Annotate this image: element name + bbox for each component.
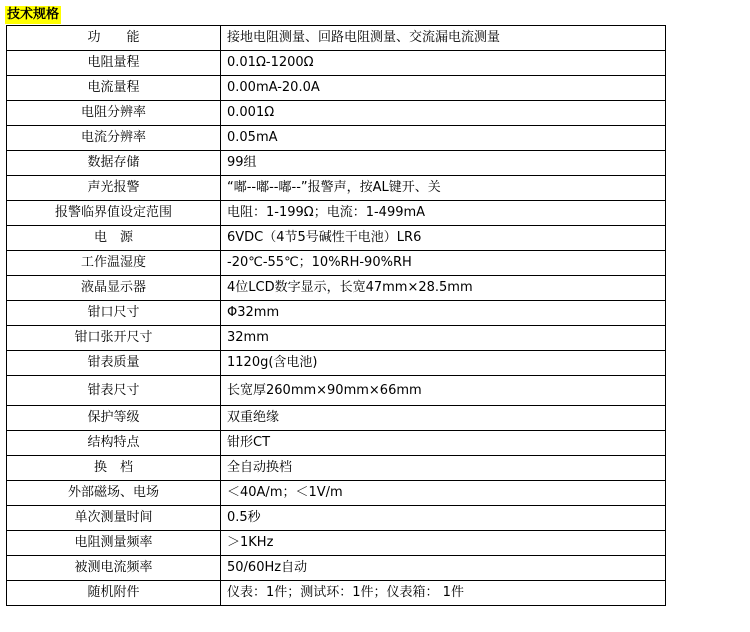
spec-label: 电流分辨率 xyxy=(7,126,221,151)
table-row xyxy=(7,51,666,76)
table-row xyxy=(7,76,666,101)
table-row xyxy=(7,506,666,531)
table-row xyxy=(7,126,666,151)
spec-label: 电阻量程 xyxy=(7,51,221,76)
spec-label: 液晶显示器 xyxy=(7,276,221,301)
table-row xyxy=(7,201,666,226)
spec-label: 电阻测量频率 xyxy=(7,531,221,556)
spec-label: 单次测量时间 xyxy=(7,506,221,531)
table-row xyxy=(7,481,666,506)
spec-value: “嘟--嘟--嘟--”报警声，按AL键开、关 xyxy=(221,176,666,201)
spec-value: Φ32mm xyxy=(221,301,666,326)
spec-value: 0.00mA-20.0A xyxy=(221,76,666,101)
table-row xyxy=(7,406,666,431)
spec-label: 钳表质量 xyxy=(7,351,221,376)
spec-label: 报警临界值设定范围 xyxy=(7,201,221,226)
spec-value: -20℃-55℃；10%RH-90%RH xyxy=(221,251,666,276)
spec-label: 电阻分辨率 xyxy=(7,101,221,126)
spec-label: 被测电流频率 xyxy=(7,556,221,581)
table-row xyxy=(7,431,666,456)
table-row xyxy=(7,276,666,301)
spec-label: 外部磁场、电场 xyxy=(7,481,221,506)
table-row xyxy=(7,581,666,606)
table-row xyxy=(7,456,666,481)
spec-label: 钳口张开尺寸 xyxy=(7,326,221,351)
spec-value: 接地电阻测量、回路电阻测量、交流漏电流测量 xyxy=(221,26,666,51)
spec-label: 功 能 xyxy=(7,26,221,51)
spec-value: 50/60Hz自动 xyxy=(221,556,666,581)
table-row xyxy=(7,301,666,326)
spec-label: 工作温湿度 xyxy=(7,251,221,276)
spec-value: 全自动换档 xyxy=(221,456,666,481)
spec-value: 99组 xyxy=(221,151,666,176)
spec-value: 0.001Ω xyxy=(221,101,666,126)
spec-value: 0.05mA xyxy=(221,126,666,151)
table-row xyxy=(7,101,666,126)
spec-label: 钳口尺寸 xyxy=(7,301,221,326)
spec-label: 电流量程 xyxy=(7,76,221,101)
spec-label: 电 源 xyxy=(7,226,221,251)
spec-value: 6VDC（4节5号碱性干电池）LR6 xyxy=(221,226,666,251)
spec-label: 随机附件 xyxy=(7,581,221,606)
spec-value: ＞1KHz xyxy=(221,531,666,556)
spec-label: 声光报警 xyxy=(7,176,221,201)
table-row xyxy=(7,226,666,251)
spec-label: 数据存储 xyxy=(7,151,221,176)
spec-value: 长宽厚260mm×90mm×66mm xyxy=(221,376,666,406)
spec-label: 结构特点 xyxy=(7,431,221,456)
table-row xyxy=(7,151,666,176)
spec-value: 双重绝缘 xyxy=(221,406,666,431)
spec-value: 4位LCD数字显示，长宽47mm×28.5mm xyxy=(221,276,666,301)
table-row xyxy=(7,326,666,351)
spec-label: 保护等级 xyxy=(7,406,221,431)
section-heading: 技术规格 xyxy=(7,7,60,22)
table-row xyxy=(7,556,666,581)
spec-value: 1120g(含电池) xyxy=(221,351,666,376)
spec-value: 32mm xyxy=(221,326,666,351)
spec-value: 0.5秒 xyxy=(221,506,666,531)
spec-value: 电阻：1-199Ω；电流：1-499mA xyxy=(221,201,666,226)
spec-value: 0.01Ω-1200Ω xyxy=(221,51,666,76)
table-row xyxy=(7,531,666,556)
table-row xyxy=(7,376,666,406)
spec-label: 换 档 xyxy=(7,456,221,481)
spec-label: 钳表尺寸 xyxy=(7,376,221,406)
spec-table xyxy=(6,25,666,606)
table-row xyxy=(7,176,666,201)
table-row xyxy=(7,251,666,276)
table-row xyxy=(7,26,666,51)
spec-value: 钳形CT xyxy=(221,431,666,456)
spec-value: ＜40A/m；＜1V/m xyxy=(221,481,666,506)
spec-value: 仪表：1件；测试环：1件；仪表箱： 1件 xyxy=(221,581,666,606)
table-row xyxy=(7,351,666,376)
